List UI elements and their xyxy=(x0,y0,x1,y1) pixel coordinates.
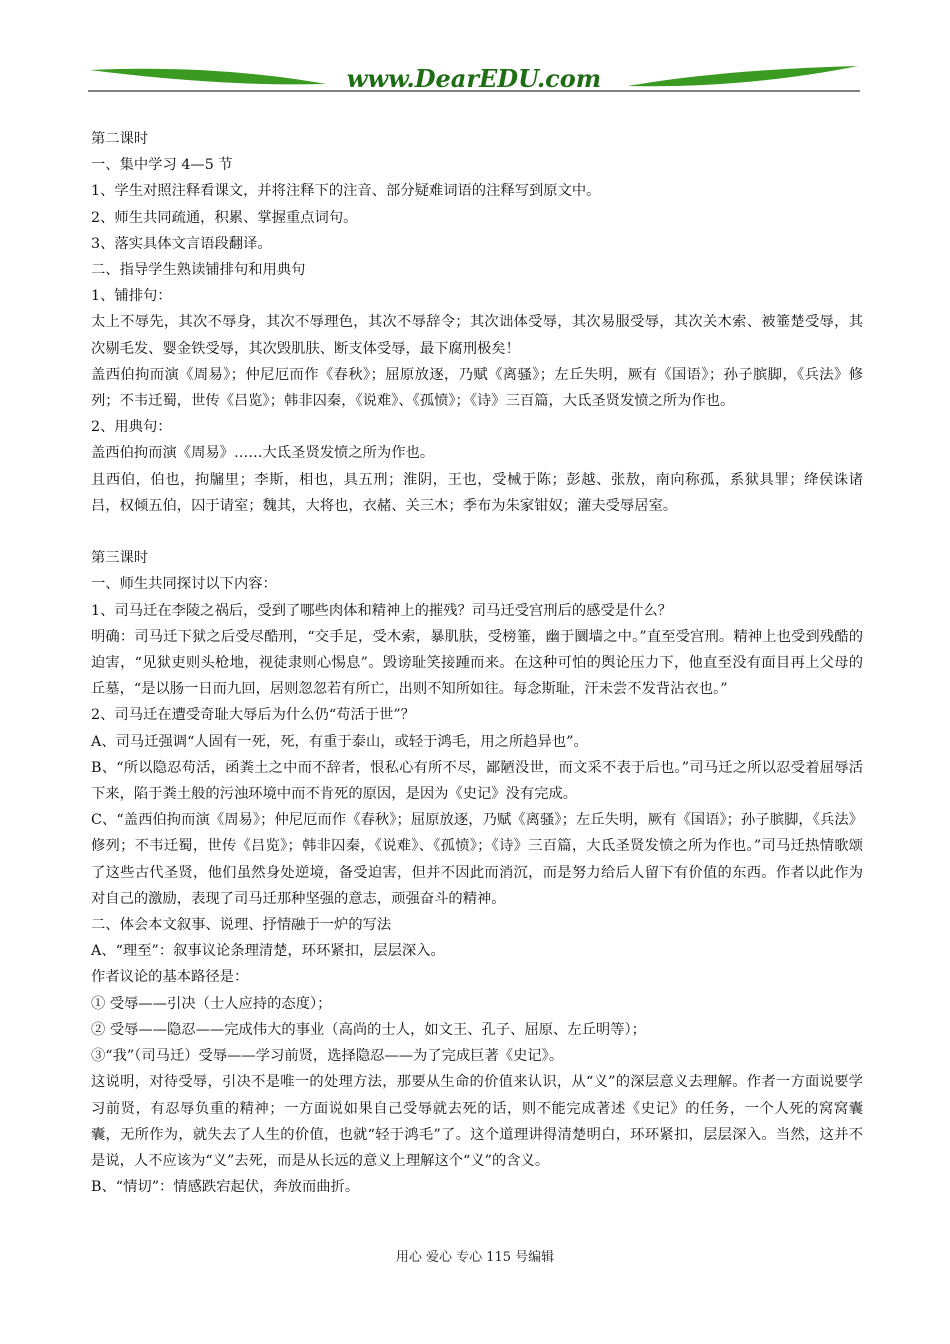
paragraph: 作者议论的基本路径是： xyxy=(91,969,249,986)
paragraph: 盖西伯拘而演《周易》；仲尼厄而作《春秋》；屈原放逐，乃赋《离骚》；左丘失明，厥有《国语》；孙子膑脚，《兵法》修列；不韦迁蜀，世传《吕览》；韩非囚秦，《说难》、《孤愤》；《诗》三百篇，大氐圣贤发愤之所为作也。 xyxy=(91,366,863,410)
paragraph: 2、用典句： xyxy=(91,419,172,436)
paragraph: 太上不辱先，其次不辱身，其次不辱理色，其次不辱辞令；其次诎体受辱，其次易服受辱，其次关木索、被箠楚受辱，其次剔毛发、婴金铁受辱，其次毁肌肤、断支体受辱，最下腐刑极矣！ xyxy=(91,314,863,357)
paragraph: 2、师生共同疏通，积累、掌握重点词句。 xyxy=(91,209,358,226)
paragraph: 3、落实具体文言语段翻译。 xyxy=(91,235,272,252)
paragraph: 1、铺排句： xyxy=(91,288,172,305)
paragraph: ② 受辱——隐忍——完成伟大的事业（高尚的士人，如文王、孔子、屈原、左丘明等）； xyxy=(91,1021,646,1038)
paragraph: 盖西伯拘而演《周易》……大氐圣贤发愤之所为作也。 xyxy=(91,445,435,462)
page-footer: 用心 爱心 专心 115 号编辑 xyxy=(395,1250,555,1265)
paragraph: 1、学生对照注释看课文，并将注释下的注音、部分疑难词语的注释写到原文中。 xyxy=(91,183,601,200)
green-swoosh-logo xyxy=(88,60,860,96)
paragraph: A、司马迁强调“人固有一死，死，有重于泰山，或轻于鸿毛，用之所趋异也”。 xyxy=(91,733,588,750)
paragraph: 二、体会本文叙事、说理、抒情融于一炉的写法 xyxy=(91,917,392,934)
paragraph: 这说明，对待受辱，引决不是唯一的处理方法，那要从生命的价值来认识，从“义”的深层意义去理解。作者一方面说要学习前贤，有忍辱负重的精神；一方面说如果自己受辱就去死的话，则不能完成著述《史记》的任务，一个人死的窝窝囊囊，无所作为，就失去了人生的价值，也就“轻于鸿毛”了。这个道理讲得清楚明白，环环紧扣，层层深入。当然，这并不是说，人不应该为“义”去死，而是从长远的意义上理解这个“义”的含义。 xyxy=(91,1074,863,1169)
paragraph: B、“所以隐忍苟活，函粪土之中而不辞者，恨私心有所不尽，鄙陋没世，而文采不表于后也。”司马迁之所以忍受着屈辱活下来，陷于粪土般的污浊环境中而不肯死的原因，是因为《史记》没有完成。 xyxy=(91,759,863,803)
paragraph: 一、师生共同探讨以下内容： xyxy=(91,576,277,593)
document-body xyxy=(91,126,863,1200)
paragraph: 一、集中学习 4—5 节 xyxy=(91,157,233,174)
paragraph: 且西伯，伯也，拘牖里；李斯，相也，具五刑；淮阴，王也，受械于陈；彭越、张敖，南向称孤，系狱具罪；绛侯诛诸吕，权倾五伯，囚于请室；魏其，大将也，衣赭、关三木；季布为朱家钳奴；灌夫受辱居室。 xyxy=(91,471,863,514)
paragraph: ③“我”（司马迁）受辱——学习前贤，选择隐忍——为了完成巨著《史记》。 xyxy=(91,1048,564,1065)
blank-line xyxy=(91,519,863,545)
left-swoosh xyxy=(90,69,326,85)
paragraph: A、“理至”：叙事议论条理清楚，环环紧扣，层层深入。 xyxy=(91,943,445,960)
paragraph: 二、指导学生熟读铺排句和用典句 xyxy=(91,262,306,279)
paragraph: 2、司马迁在遭受奇耻大辱后为什么仍“苟活于世”？ xyxy=(91,707,415,724)
paragraph: 明确：司马迁下狱之后受尽酷刑，“交手足，受木索，暴肌肤，受榜箠，幽于圜墙之中。”直至受宫刑。精神上也受到残酷的迫害，“见狱吏则头枪地，视徒隶则心惕息”。毁谤耻笑接踵而来。在这种可怕的舆论压力下，他直至没有面目再上父母的丘墓，“是以肠一日而九回，居则忽忽若有所亡，出则不知所如往。每念斯耻，汗未尝不发背沾衣也。” xyxy=(91,628,863,698)
paragraph: C、“盖西伯拘而演《周易》；仲尼厄而作《春秋》；屈原放逐，乃赋《离骚》；左丘失明，厥有《国语》；孙子膑脚，《兵法》修列；不韦迁蜀，世传《吕览》；韩非囚秦，《说难》、《孤愤》；《诗》三百篇，大氐圣贤发愤之所为作也。”司马迁热情歌颂了这些古代圣贤，他们虽然身处逆境，备受迫害，但并不因此而消沉，而是努力给后人留下有价值的东西。作者以此作为对自己的激励，表现了司马迁那种坚强的意志，顽强奋斗的精神。 xyxy=(91,812,863,907)
paragraph: ① 受辱——引决（士人应持的态度）； xyxy=(91,995,332,1012)
site-header-banner xyxy=(88,60,860,96)
paragraph: 1、司马迁在李陵之祸后，受到了哪些肉体和精神上的摧残？司马迁受宫刑后的感受是什么？ xyxy=(91,602,672,619)
paragraph: 第三课时 xyxy=(91,550,149,567)
site-name: www.DearEDU.com xyxy=(346,64,602,93)
paragraph: B、“情切”：情感跌宕起伏，奔放而曲折。 xyxy=(91,1179,360,1196)
paragraph: 第二课时 xyxy=(91,131,149,147)
right-swoosh xyxy=(628,66,858,86)
